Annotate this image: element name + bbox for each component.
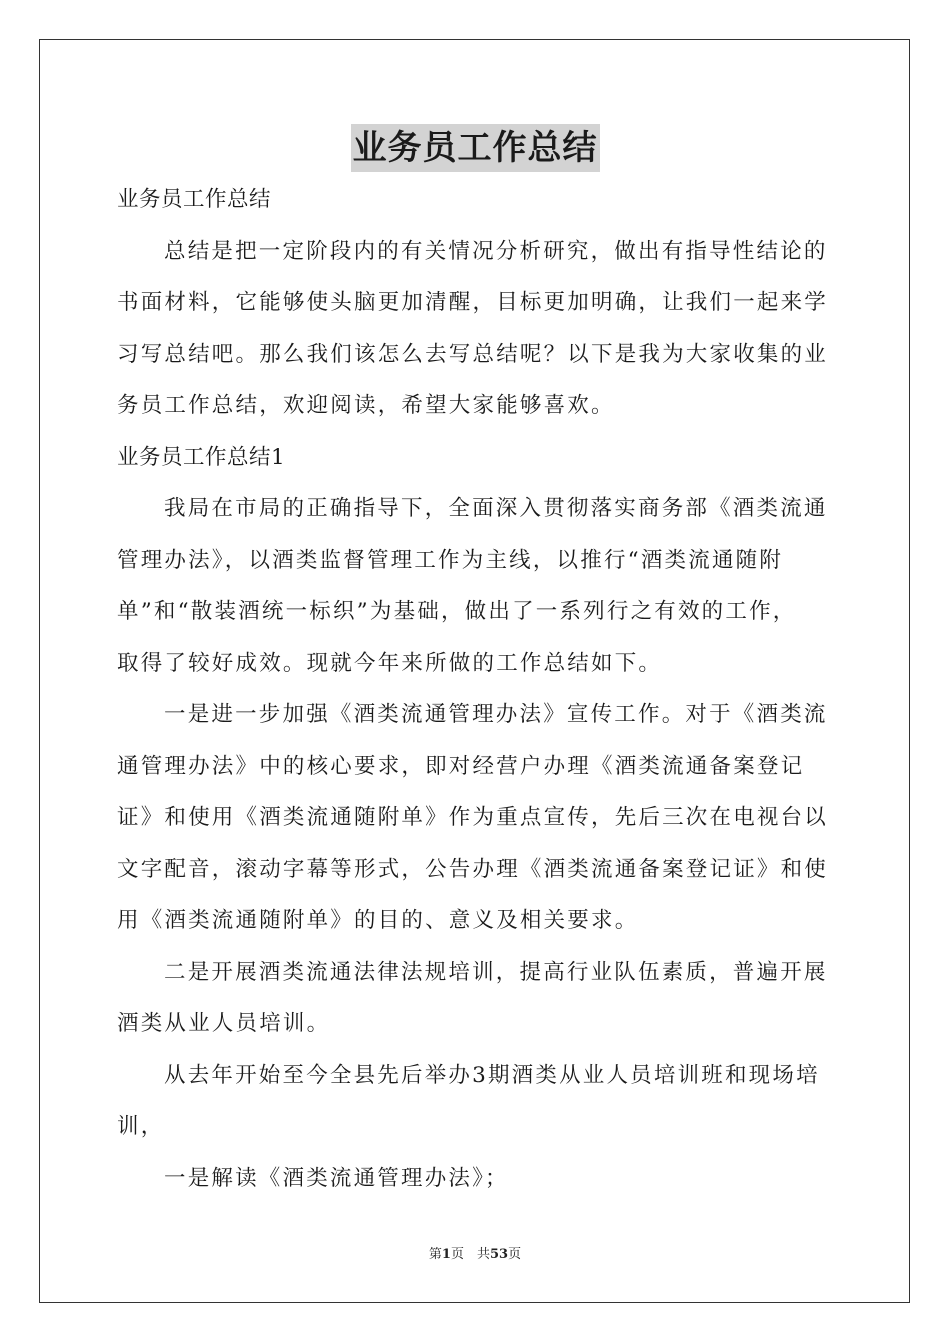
title-container xyxy=(0,124,950,172)
paragraph-line: 务员工作总结，欢迎阅读，希望大家能够喜欢。 xyxy=(117,393,615,418)
paragraph-line: 训， xyxy=(117,1114,165,1139)
footer-suffix: 页 xyxy=(508,1247,522,1262)
paragraph-line: 总结是把一定阶段内的有关情况分析研究，做出有指导性结论的 xyxy=(164,238,828,264)
paragraph-line: 二是开展酒类流通法律法规培训，提高行业队伍素质，普遍开展 xyxy=(164,959,828,985)
footer-mid: 页 共 xyxy=(450,1247,490,1262)
paragraph-line: 书面材料，它能够使头脑更加清醒，目标更加明确，让我们一起来学 xyxy=(117,290,829,315)
paragraph-line: 一是解读《酒类流通管理办法》； xyxy=(164,1165,509,1191)
paragraph-line: 管理办法》，以酒类监督管理工作为主线，以推行“酒类流通随附 xyxy=(117,547,784,573)
document-body xyxy=(117,174,833,1204)
section-heading: 业务员工作总结 xyxy=(117,187,272,212)
paragraph-line: 我局在市局的正确指导下，全面深入贯彻落实商务部《酒类流通 xyxy=(164,496,828,521)
footer-prefix: 第 xyxy=(428,1247,442,1262)
paragraph-line: 从去年开始至今全县先后举办3期酒类从业人员培训班和现场培 xyxy=(164,1062,820,1088)
footer-page-number: 1 xyxy=(441,1247,451,1262)
paragraph-line: 单”和“散装酒统一标织”为基础，做出了一系列行之有效的工作， xyxy=(117,599,797,624)
paragraph-line: 通管理办法》中的核心要求，即对经营户办理《酒类流通备案登记 xyxy=(117,753,805,779)
footer-total-pages: 53 xyxy=(489,1247,509,1262)
paragraph-line: 文字配音，滚动字幕等形式，公告办理《酒类流通备案登记证》和使 xyxy=(117,856,829,882)
paragraph-line: 取得了较好成效。现就今年来所做的工作总结如下。 xyxy=(117,650,663,676)
paragraph-line: 用《酒类流通随附单》的目的、意义及相关要求。 xyxy=(117,908,639,933)
page-footer xyxy=(0,1246,950,1264)
paragraph-line: 一是进一步加强《酒类流通管理办法》宣传工作。对于《酒类流 xyxy=(164,702,828,727)
paragraph-line: 证》和使用《酒类流通随附单》作为重点宣传，先后三次在电视台以 xyxy=(117,805,829,830)
paragraph-line: 习写总结吧。那么我们该怎么去写总结呢？以下是我为大家收集的业 xyxy=(117,341,829,367)
paragraph-line: 酒类从业人员培训。 xyxy=(117,1011,331,1036)
section-heading: 业务员工作总结1 xyxy=(117,444,286,470)
document-title: 业务员工作总结 xyxy=(351,124,600,172)
